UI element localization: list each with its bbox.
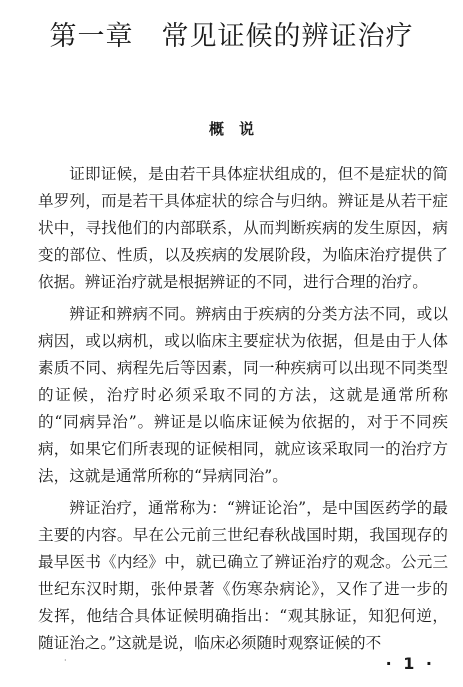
page-number: · 1 ·	[385, 654, 435, 673]
body-text	[38, 161, 448, 662]
paragraph-2: 辨证和辨病不同。辨病由于疾病的分类方法不同，或以病因，或以病机，或以临床主要症状为依据，但是由于人体素质不同、病程先后等因素，同一种疾病可以出现不同类型的证候，治疗时必须采取不同的方法，这就是通常所称的“同病异治”。辨证是以临床证候为依据的，对于不同疾病，如果它们所表现的证候相同，就应该采取同一的治疗方法，这就是通常所称的“异病同治”。	[38, 305, 448, 485]
paragraph-1: 证即证候，是由若干具体症状组成的，但不是症状的简单罗列，而是若干具体症状的综合与归纳。辨证是从若干症状中，寻找他们的内部联系，从而判断疾病的发生原因，病变的部位、性质，以及疾病的发展阶段，为临床治疗提供了依据。辨证治疗就是根据辨证的不同，进行合理的治疗。	[38, 165, 448, 291]
margin-mark: ·	[64, 656, 67, 665]
section-title: 概 说	[208, 120, 254, 138]
chapter-title: 第一章 常见证候的辨证治疗	[49, 21, 414, 52]
paragraph-3: 辨证治疗，通常称为：“辨证论治”，是中国医药学的最主要的内容。早在公元前三世纪春秋战国时期，我国现存的最早医书《内经》中，就已确立了辨证治疗的观念。公元三世纪东汉时期，张仲景著《伤寒杂病论》，又作了进一步的发挥，他结合具体证候明确指出：“观其脉证，知犯何逆，随证治之。”这就是说，临床必须随时观察证候的不	[38, 499, 448, 652]
